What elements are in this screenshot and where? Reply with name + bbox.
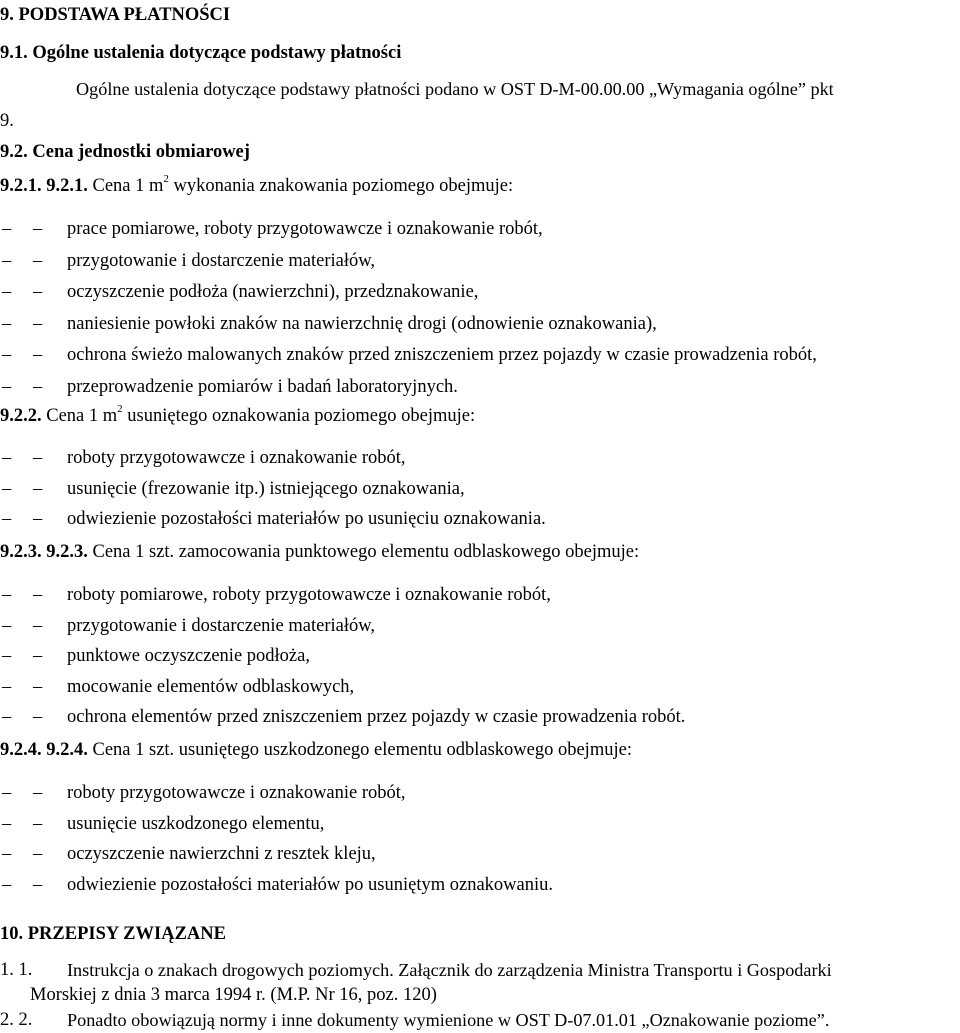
list-dash: – — [33, 345, 43, 365]
superscript: 2 — [117, 403, 123, 415]
list-item: oczyszczenie podłoża (nawierzchni), przedznakowanie, — [67, 282, 479, 302]
reference-2-number: 2. 2. — [0, 1010, 33, 1030]
list-dash: – — [2, 219, 12, 239]
list-dash: – — [33, 874, 43, 895]
list-dash: – — [2, 448, 12, 468]
list-dash: – — [2, 874, 12, 895]
section-text: Cena 1 m — [46, 406, 118, 426]
section-text: Cena 1 szt. zamocowania punktowego elementu odblaskowego obejmuje: — [92, 542, 640, 562]
list-dash: – — [33, 707, 43, 727]
list-dash: – — [33, 313, 43, 334]
list-item: mocowanie elementów odblaskowych, — [67, 676, 355, 697]
reference-1-number: 1. 1. — [0, 960, 33, 980]
list-dash: – — [2, 282, 12, 302]
list-dash: – — [2, 783, 12, 803]
section-9-2-2-heading — [0, 403, 476, 426]
list-item: przeprowadzenie pomiarów i badań laboratoryjnych. — [67, 376, 458, 397]
list-dash: – — [33, 282, 43, 302]
list-item: usunięcie uszkodzonego elementu, — [67, 813, 325, 834]
list-dash: – — [33, 676, 43, 697]
section-9-2-heading: 9.2. Cena jednostki obmiarowej — [0, 142, 250, 162]
section-9-1-paragraph-cont: 9. — [0, 111, 14, 131]
list-item: roboty przygotowawcze i oznakowanie robót, — [67, 448, 406, 468]
section-9-1-paragraph: Ogólne ustalenia dotyczące podstawy płatności podano w OST D-M-00.00.00 „Wymagania ogólne” pkt — [76, 79, 834, 99]
list-dash: – — [33, 813, 43, 834]
list-item: oczyszczenie nawierzchni z resztek kleju, — [67, 844, 376, 864]
list-dash: – — [2, 509, 12, 529]
list-dash: – — [33, 783, 43, 803]
list-item: przygotowanie i dostarczenie materiałów, — [67, 250, 376, 271]
section-number: 9.2.2. — [0, 406, 42, 426]
list-dash: – — [33, 646, 43, 666]
list-dash: – — [2, 615, 12, 636]
section-10-heading: 10. PRZEPISY ZWIĄZANE — [0, 924, 226, 944]
list-dash: – — [2, 844, 12, 864]
list-dash: – — [2, 813, 12, 834]
list-dash: – — [2, 585, 12, 605]
list-dash: – — [33, 448, 43, 468]
reference-1-text-cont: Morskiej z dnia 3 marca 1994 r. (M.P. Nr 16, poz. 120) — [30, 985, 437, 1005]
list-item: ochrona świeżo malowanych znaków przed zniszczeniem przez pojazdy w czasie prowadzenia robót, — [67, 345, 817, 365]
section-text-cont: wykonania znakowania poziomego obejmuje: — [168, 176, 514, 196]
reference-2-text: Ponadto obowiązują normy i inne dokumenty wymienione w OST D-07.01.01 „Oznakowanie poziome”. — [67, 1010, 830, 1030]
section-text: Cena 1 m — [92, 176, 164, 196]
list-dash: – — [2, 478, 12, 499]
list-dash: – — [33, 844, 43, 864]
list-dash: – — [2, 707, 12, 727]
superscript: 2 — [163, 173, 169, 185]
list-dash: – — [33, 478, 43, 499]
list-item: naniesienie powłoki znaków na nawierzchnię drogi (odnowienie oznakowania), — [67, 313, 657, 334]
list-dash: – — [33, 219, 43, 239]
list-dash: – — [2, 676, 12, 697]
section-text-cont: usuniętego oznakowania poziomego obejmuje: — [122, 406, 476, 426]
list-item: przygotowanie i dostarczenie materiałów, — [67, 615, 376, 636]
list-item: roboty przygotowawcze i oznakowanie robót, — [67, 783, 406, 803]
list-item: usunięcie (frezowanie itp.) istniejącego oznakowania, — [67, 478, 465, 499]
reference-1-text: Instrukcja o znakach drogowych poziomych. Załącznik do zarządzenia Ministra Transportu i Gospodarki — [67, 960, 832, 980]
list-dash: – — [2, 345, 12, 365]
section-number: 9.2.4. 9.2.4. — [0, 740, 88, 760]
section-9-2-1-heading — [0, 173, 514, 196]
section-text: Cena 1 szt. usuniętego uszkodzonego elementu odblaskowego obejmuje: — [92, 740, 632, 760]
list-item: odwiezienie pozostałości materiałów po usuniętym oznakowaniu. — [67, 874, 554, 895]
section-9-1-heading: 9.1. Ogólne ustalenia dotyczące podstawy płatności — [0, 43, 402, 63]
list-dash: – — [2, 250, 12, 271]
section-number: 9.2.3. 9.2.3. — [0, 542, 88, 562]
list-dash: – — [2, 646, 12, 666]
list-dash: – — [33, 250, 43, 271]
list-item: odwiezienie pozostałości materiałów po usunięciu oznakowania. — [67, 509, 546, 529]
list-item: prace pomiarowe, roboty przygotowawcze i oznakowanie robót, — [67, 219, 543, 239]
section-9-2-3-heading — [0, 543, 639, 562]
section-number: 9.2.1. 9.2.1. — [0, 176, 88, 196]
list-item: punktowe oczyszczenie podłoża, — [67, 646, 310, 666]
list-dash: – — [33, 615, 43, 636]
list-dash: – — [2, 313, 12, 334]
list-dash: – — [33, 509, 43, 529]
list-dash: – — [2, 376, 12, 397]
section-9-2-4-heading — [0, 741, 632, 760]
list-dash: – — [33, 376, 43, 397]
list-dash: – — [33, 585, 43, 605]
section-9-heading: 9. PODSTAWA PŁATNOŚCI — [0, 5, 231, 25]
list-item: roboty pomiarowe, roboty przygotowawcze i oznakowanie robót, — [67, 585, 551, 605]
list-item: ochrona elementów przed zniszczeniem przez pojazdy w czasie prowadzenia robót. — [67, 707, 686, 727]
